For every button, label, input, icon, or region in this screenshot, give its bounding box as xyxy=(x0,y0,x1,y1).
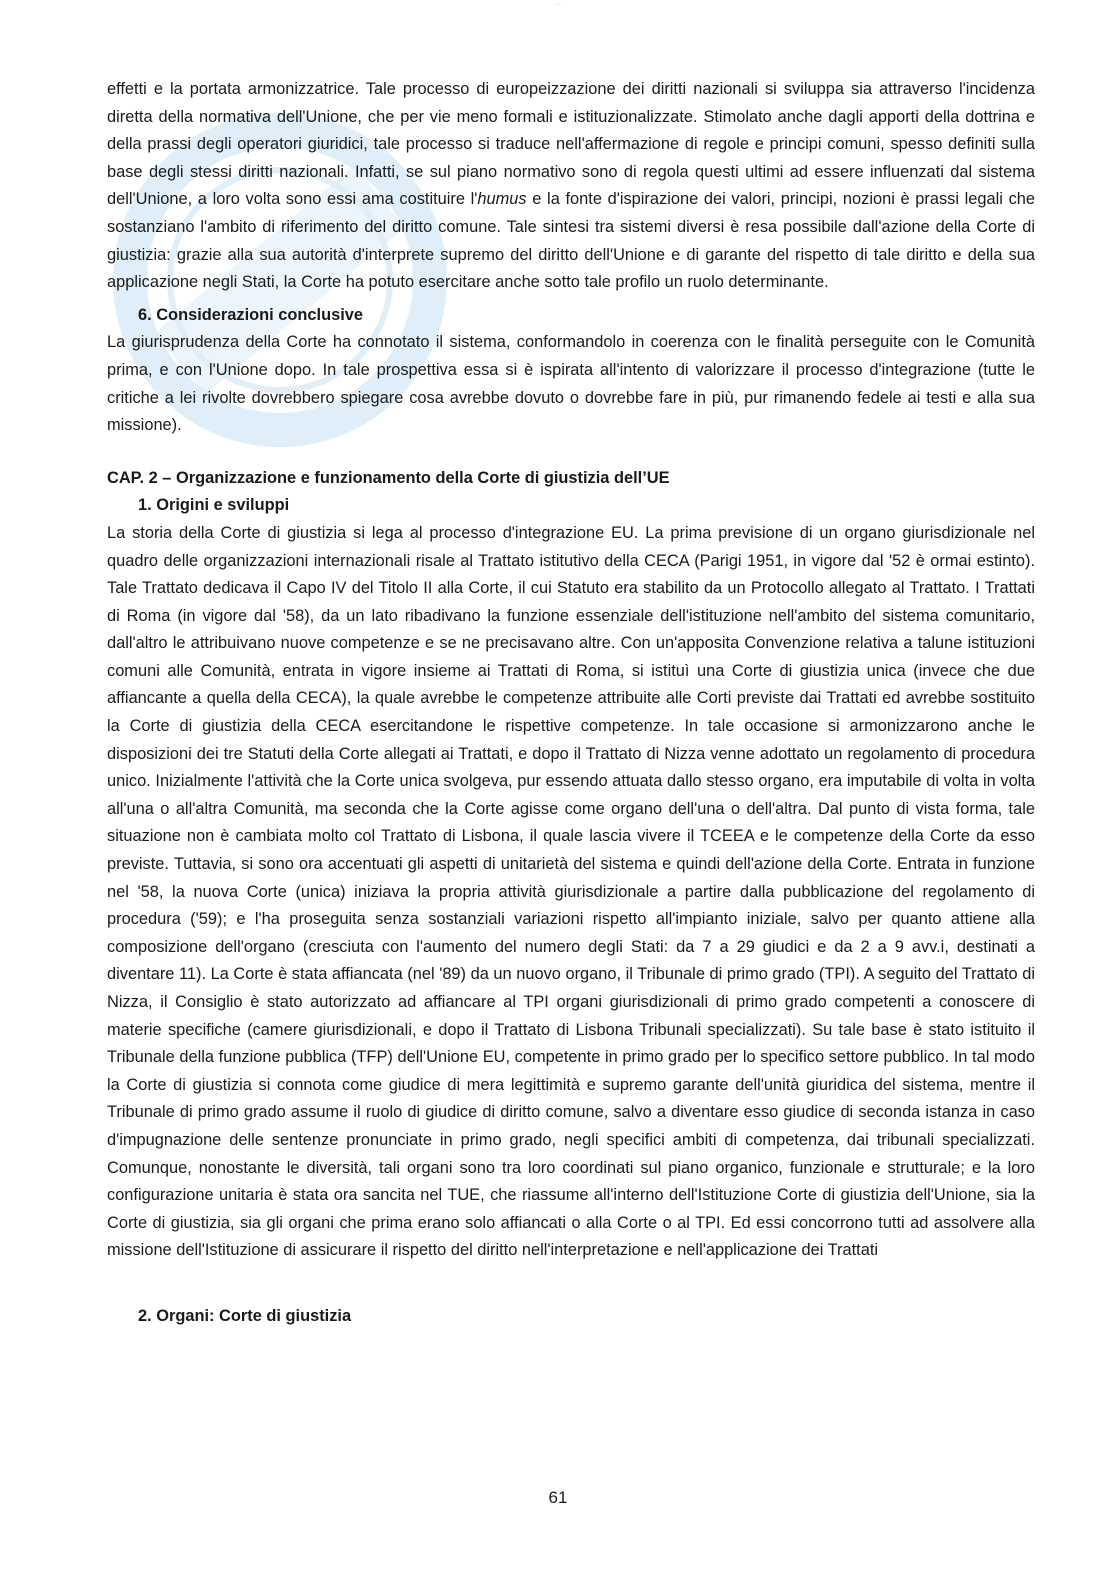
paragraph: La storia della Corte di giustizia si lega al processo d'integrazione EU. La prima previsione di un organo giurisdizionale nel quadro delle organizzazioni internazionali risale al Trattato istitutivo della CECA (Parigi 1951, in vigore dal '52 è ormai estinto). Tale Trattato dedicava il Capo IV del Titolo II alla Corte, il cui Statuto era stabilito da un Protocollo allegato al Trattato. I Trattati di Roma (in vigore dal '58), da un lato ribadivano la funzione essenziale dell'istituzione nell'ambito del sistema comunitario, dall'altro le attribuivano nuove competenze e se ne precisavano altre. Con un'apposita Convenzione relativa a talune istituzioni comuni alle Comunità, entrata in vigore insieme ai Trattati di Roma, si istituì una Corte di giustizia unica (invece che due affiancante a quella della CECA), la quale avrebbe le competenze attribuite alle Corti previste dai Trattati ed avrebbe sostituito la Corte di giustizia della CECA esercitandone le rispettive competenze. In tale occasione si armonizzarono anche le disposizioni dei tre Statuti della Corte allegati ai Trattati, e dopo il Trattato di Nizza venne adottato un regolamento di procedura unico. Inizialmente l'attività che la Corte unica svolgeva, pur essendo attuata dallo stesso organo, era imputabile di volta in volta all'una o all'altra Comunità, ma seconda che la Corte agisse come organo dell'una o dell'altra. Dal punto di vista forma, tale situazione non è cambiata molto col Trattato di Lisbona, il quale lascia vivere il TCEEA e le competenze della Corte da esso previste. Tuttavia, si sono ora accentuati gli aspetti di unitarietà del sistema e quindi dell'azione della Corte. Entrata in funzione nel '58, la nuova Corte (unica) iniziava la propria attività giurisdizionale a partire dalla pubblicazione del regolamento di procedura ('59); e l'ha proseguita senza sostanziali variazioni rispetto all'impianto iniziale, salvo per quanto attiene alla composizione dell'organo (cresciuta con l'aumento del numero degli Stati: da 7 a 29 giudici e da 2 a 9 avv.i, destinati a diventare 11). La Corte è stata affiancata (nel '89) da un nuovo organo, il Tribunale di primo grado (TPI). A seguito del Trattato di Nizza, il Consiglio è stato autorizzato ad affiancare al TPI organi giurisdizionali di primo grado competenti a conoscere di materie specifiche (camere giurisdizionali, e dopo il Trattato di Lisbona Tribunali specializzati). Su tale base è stato istituito il Tribunale della funzione pubblica (TFP) dell'Unione EU, competente in primo grado per lo specifico settore pubblico. In tal modo la Corte di giustizia si connota come giudice di mera legittimità e supremo garante dell'unità giuridica del sistema, mentre il Tribunale di primo grado assume il ruolo di giudice di diritto comune, salvo a diventare esso giudice di seconda istanza in caso d'impugnazione delle sentenze pronunciate in primo grado, negli specifici ambiti di competenza, dai tribunali specializzati. Comunque, nonostante le diversità, tali organi sono tra loro coordinati sul piano organico, funzionale e strutturale; e la loro configurazione unitaria è stata ora sancita nel TUE, che riassume all'interno dell'Istituzione Corte di giustizia dell'Unione, sia la Corte di giustizia, sia gli organi che prima erano solo affiancati o alla Corte o al TPI. Ed essi concorrono tutti ad assolvere alla missione dell'Istituzione di assicurare il rispetto del diritto nell'interpretazione e nell'applicazione dei Trattati xyxy=(107,523,1035,1260)
section-heading: 2. Organi: Corte di giustizia xyxy=(138,1306,352,1325)
italic-term: humus xyxy=(477,190,527,209)
paragraph: effetti e la portata armonizzatrice. Tale processo di europeizzazione dei diritti nazionali si sviluppa sia attraverso l'incidenza diretta della normativa dell'Unione, che per vie meno formali e istituzionalizzate. Stimolato anche dagli apporti della dottrina e della prassi degli operatori giuridici, tale processo si traduce nell'affermazione di regole e principi comuni, spesso definiti sulla base degli stessi diritti nazionali. Infatti, se sul piano normativo sono di regola questi ultimi ad essere influenzati dal sistema dell'Unione, a loro volta sono essi ama costituire l'humus e la fonte d'ispirazione dei valori, principi, nozioni è prassi legali che sostanziano l'ambito di riferimento del diritto comune. Tale sintesi tra sistemi diversi è resa possibile dall'azione della Corte di giustizia: grazie alla sua autorità d'interprete supremo del diritto dell'Unione e di garante del rispetto di tale diritto e della sua applicazione negli Stati, la Corte ha potuto esercitare anche sotto tale profilo un ruolo determinante. xyxy=(107,80,1036,292)
paragraph: La giurisprudenza della Corte ha connotato il sistema, conformandolo in coerenza con le finalità perseguite con le Comunità prima, e con l'Unione dopo. In tale prospettiva essa si è ispirata all'intento di valorizzare il processo d'integrazione (tutte le critiche a lei rivolte dovrebbero spiegare cosa avrebbe dovuto o dovrebbe fare in più, pur rimanendo fedele ai testi e alla sua missione). xyxy=(107,333,1035,435)
page-number: 61 xyxy=(548,1488,568,1507)
document-body xyxy=(107,76,1035,1331)
chapter-heading: CAP. 2 – Organizzazione e funzionamento della Corte di giustizia dell’UE xyxy=(107,468,670,487)
section-heading: 6. Considerazioni conclusive xyxy=(138,305,363,324)
section-heading: 1. Origini e sviluppi xyxy=(138,496,290,515)
header-mark: ····· xyxy=(554,2,562,7)
